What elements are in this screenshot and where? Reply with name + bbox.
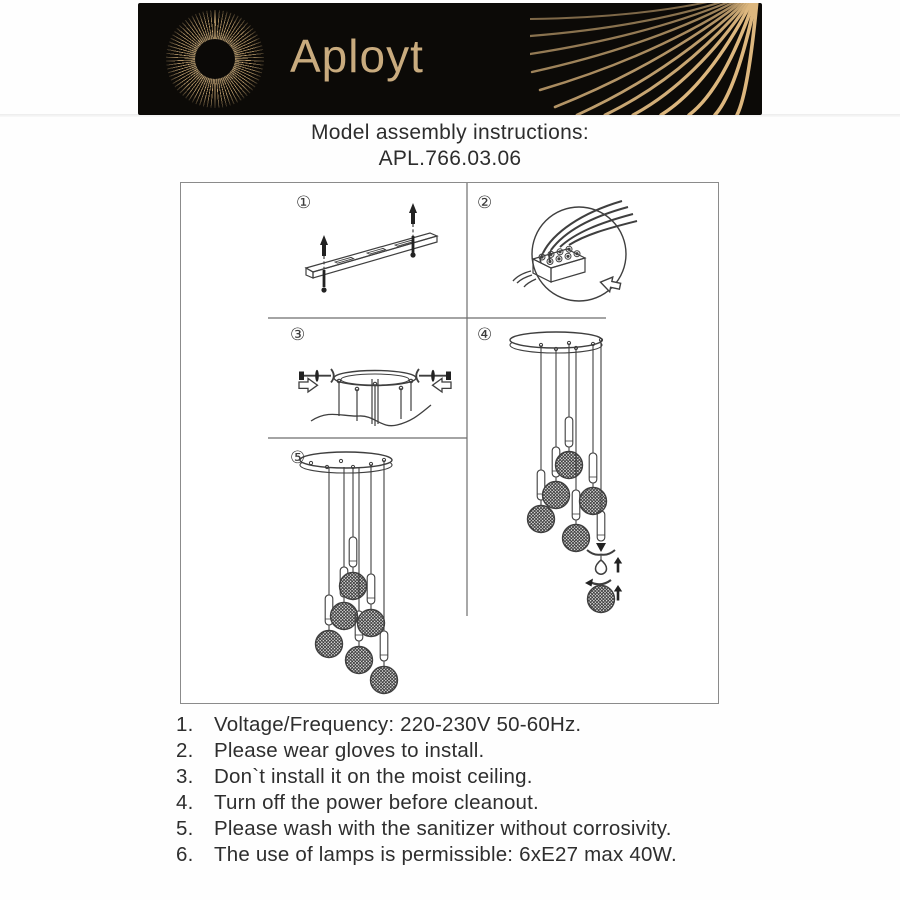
wiring-terminal-diagram [513, 201, 637, 301]
page-title: Model assembly instructions: [310, 121, 589, 144]
instruction-item [176, 764, 826, 790]
step-2-badge: ② [477, 193, 493, 213]
instruction-text: Please wash with the sanitizer without corrosivity. [214, 816, 672, 840]
assembly-diagram [181, 183, 720, 705]
globe-mounting-detail [585, 340, 622, 613]
instruction-item [176, 842, 826, 868]
assembly-diagram-box [180, 182, 719, 704]
step-3-badge: ③ [290, 325, 306, 345]
instruction-number: 3. [176, 764, 194, 788]
instruction-item [176, 790, 826, 816]
step-5-badge: ⑤ [290, 448, 306, 468]
instruction-number: 1. [176, 713, 194, 736]
scan-crease [0, 114, 900, 117]
panel-dividers [268, 183, 606, 616]
instruction-text: Don`t install it on the moist ceiling. [214, 764, 533, 788]
brand-banner [138, 3, 762, 115]
step-1-badge: ① [296, 193, 312, 213]
instruction-text: Turn off the power before cleanout. [214, 790, 539, 814]
finished-pendant-diagram [300, 452, 398, 694]
model-number: APL.766.03.06 [378, 147, 522, 170]
instruction-item [176, 738, 826, 764]
step-4-badge: ④ [477, 325, 493, 345]
instruction-text: Voltage/Frequency: 220-230V 50-60Hz. [214, 713, 582, 736]
insert-arrow-icon [599, 275, 622, 294]
instruction-number: 6. [176, 842, 194, 866]
shade-assembly-diagram [510, 332, 622, 613]
corner-rays-decoration [530, 3, 762, 115]
instruction-number: 2. [176, 738, 194, 762]
instructions-list [176, 712, 826, 867]
up-arrow-icon [614, 557, 622, 601]
canopy-fixing-diagram [299, 369, 451, 426]
side-screw-icon [416, 369, 451, 392]
mounting-bracket-diagram [306, 203, 437, 293]
instruction-number: 5. [176, 816, 194, 840]
sunburst-logo-icon [166, 10, 264, 108]
side-screw-icon [299, 369, 334, 392]
brand-name: Aployt [290, 30, 424, 82]
instruction-number: 4. [176, 790, 194, 814]
instruction-item [176, 816, 826, 842]
instruction-text: The use of lamps is permissible: 6xE27 max 40W. [214, 842, 677, 866]
instruction-text: Please wear gloves to install. [214, 738, 485, 762]
instruction-item [176, 712, 826, 738]
